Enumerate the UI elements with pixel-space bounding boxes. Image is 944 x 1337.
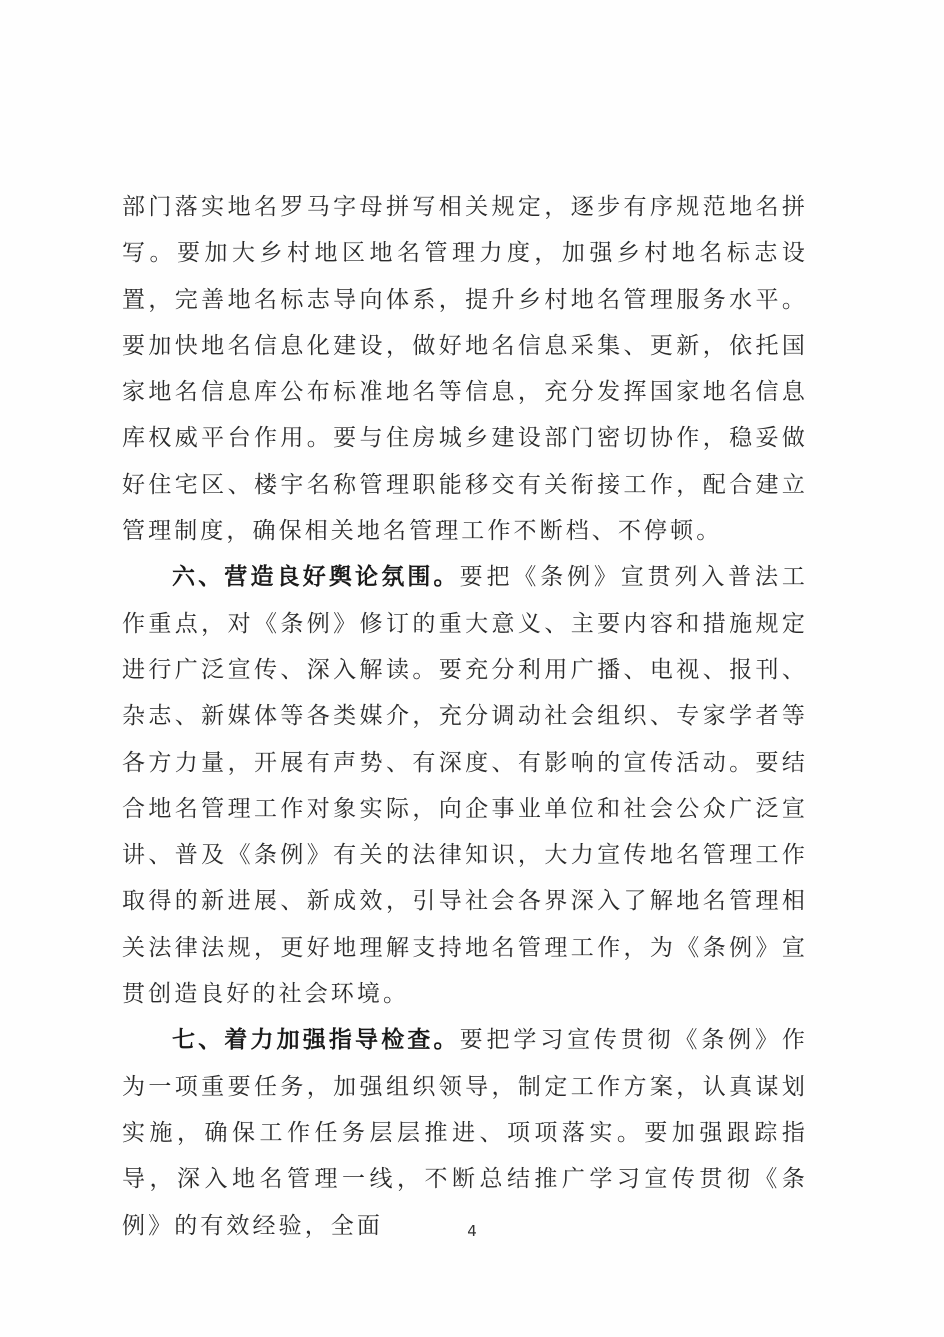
paragraph-continuation (122, 184, 808, 554)
section-heading-6: 六、营造良好舆论氛围。 (172, 564, 460, 591)
paragraph-section-6 (122, 554, 808, 1017)
section-heading-7: 七、着力加强指导检查。 (172, 1027, 460, 1054)
document-body (122, 184, 808, 1249)
page-number: 4 (467, 1222, 477, 1240)
paragraph-section-7 (122, 1017, 808, 1248)
paragraph-text: 要把学习宣传贯彻《条例》作为一项重要任务，加强组织领导，制定工作方案，认真谋划实施，确保工作任务层层推进、项项落实。要加强跟踪指导，深入地名管理一线，不断总结推广学习宣传贯彻《条例》的有效经验，全面 (122, 1027, 808, 1239)
paragraph-text: 部门落实地名罗马字母拼写相关规定，逐步有序规范地名拼写。要加大乡村地区地名管理力度，加强乡村地名标志设置，完善地名标志导向体系，提升乡村地名管理服务水平。要加快地名信息化建设，做好地名信息采集、更新，依托国家地名信息库公布标准地名等信息，充分发挥国家地名信息库权威平台作用。要与住房城乡建设部门密切协作，稳妥做好住宅区、楼宇名称管理职能移交有关衔接工作，配合建立管理制度，确保相关地名管理工作不断档、不停顿。 (122, 194, 808, 545)
paragraph-text: 要把《条例》宣贯列入普法工作重点，对《条例》修订的重大意义、主要内容和措施规定进行广泛宣传、深入解读。要充分利用广播、电视、报刊、杂志、新媒体等各类媒介，充分调动社会组织、专家学者等各方力量，开展有声势、有深度、有影响的宣传活动。要结合地名管理工作对象实际，向企事业单位和社会公众广泛宣讲、普及《条例》有关的法律知识，大力宣传地名管理工作取得的新进展、新成效，引导社会各界深入了解地名管理相关法律法规，更好地理解支持地名管理工作，为《条例》宣贯创造良好的社会环境。 (122, 564, 808, 1008)
